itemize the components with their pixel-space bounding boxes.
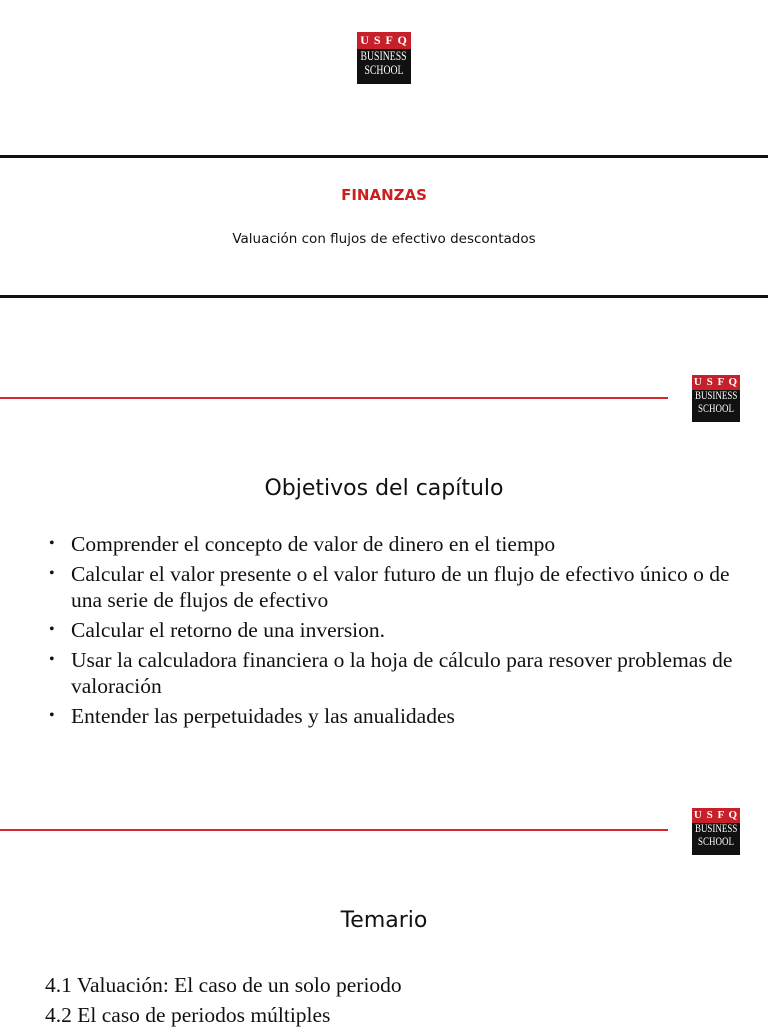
slide2-title: Objetivos del capítulo: [264, 476, 504, 501]
bullet-icon: •: [49, 565, 55, 582]
logo-line-3: SCHOOL: [698, 402, 734, 415]
logo-line-1: U S F Q: [693, 809, 739, 821]
logo-line-2: BUSINESS: [694, 390, 738, 402]
logo-line-1: U S F Q: [357, 32, 411, 49]
objective-text: Usar la calculadora financiera o la hoja de cálculo para resover problemas de valoración: [71, 648, 733, 698]
list-item: 4.1 Valuación: El caso de un solo periodo: [45, 973, 402, 997]
bullet-icon: •: [49, 651, 55, 668]
cover-subtitle: Valuación con flujos de efectivo descontados: [232, 231, 536, 247]
temario-list: [45, 970, 402, 1030]
usfq-logo: [692, 375, 740, 422]
objectives-list: [46, 531, 736, 733]
bullet-icon: •: [49, 621, 55, 638]
logo-line-3: SCHOOL: [698, 835, 734, 848]
list-item: [46, 561, 736, 613]
bullet-icon: •: [49, 535, 55, 552]
list-item: 4.2 El caso de periodos múltiples: [45, 1003, 331, 1027]
cover-title: FINANZAS: [341, 186, 427, 204]
list-item: [46, 617, 736, 643]
objective-text: Calcular el retorno de una inversion.: [71, 618, 386, 642]
slide2-header-rule: [0, 397, 668, 399]
usfq-logo: [692, 808, 740, 855]
logo-line-1: U S F Q: [693, 376, 739, 388]
slide3-title: Temario: [340, 908, 428, 933]
logo-line-2: BUSINESS: [694, 823, 738, 835]
cover-bottom-rule: [0, 295, 768, 298]
bullet-icon: •: [49, 707, 55, 724]
objective-text: Entender las perpetuidades y las anualidades: [71, 704, 455, 728]
list-item: [46, 531, 736, 557]
objective-text: Comprender el concepto de valor de dinero en el tiempo: [71, 532, 556, 556]
slide3-header-rule: [0, 829, 668, 831]
cover-top-rule: [0, 155, 768, 158]
logo-line-2: BUSINESS: [360, 49, 408, 63]
list-item: [46, 647, 736, 699]
objective-text: Calcular el valor presente o el valor futuro de un flujo de efectivo único o de una serie de flujos de efectivo: [71, 562, 730, 612]
logo-line-3: SCHOOL: [364, 62, 404, 77]
usfq-logo: [357, 32, 411, 84]
list-item: [46, 703, 736, 729]
